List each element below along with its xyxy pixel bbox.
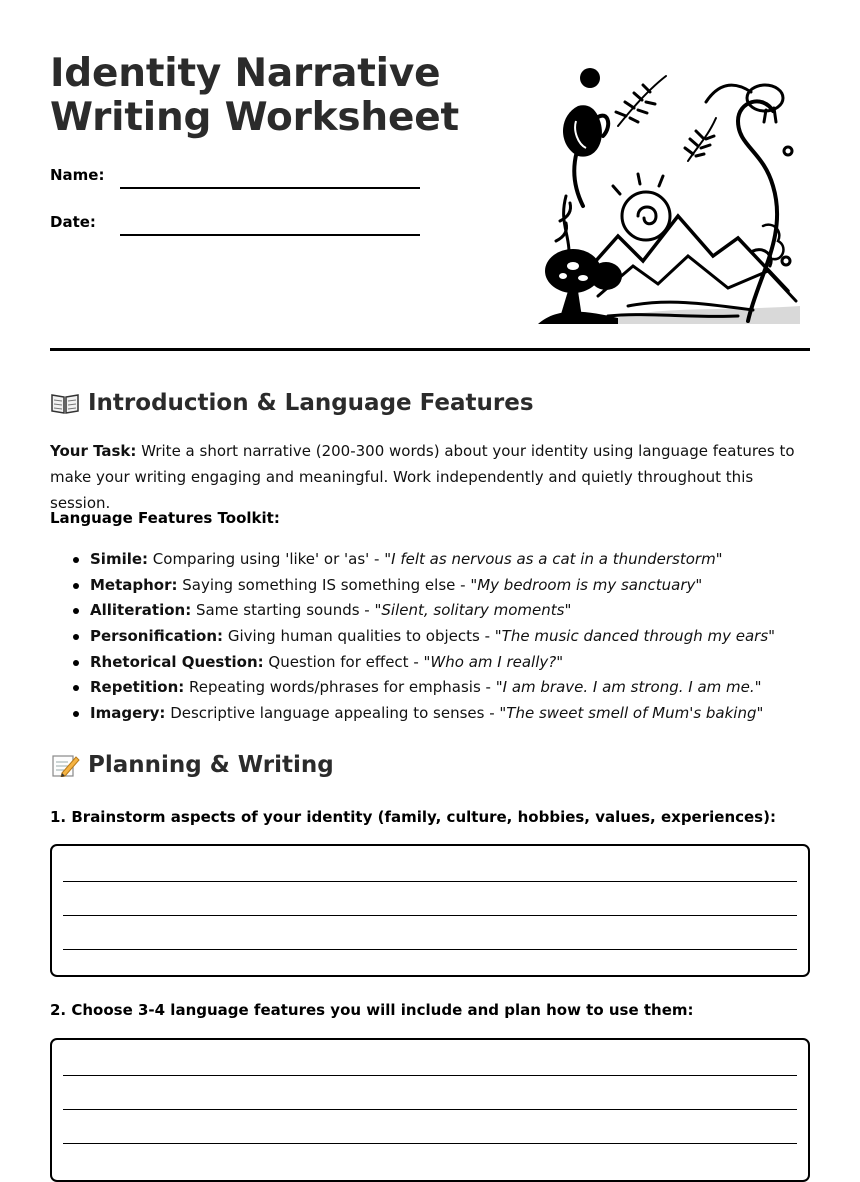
task-text: Write a short narrative (200-300 words) about your identity using language features to make your writing engaging and meaningful. Work independently and quietly throughout this session. [50,442,795,512]
list-item [50,573,830,599]
header-divider [50,348,810,351]
feature-desc: Giving human qualities to objects - [223,627,495,646]
worksheet-title [50,52,470,140]
language-features-list [50,547,830,727]
title-line-2: Writing Worksheet [50,95,459,140]
feature-desc: Repeating words/phrases for emphasis - [184,678,496,697]
intro-heading-text: Introduction & Language Features [88,390,534,416]
memo-pencil-icon [50,753,80,777]
writing-line [63,915,797,916]
title-line-1: Identity Narrative [50,51,441,96]
intro-heading [50,390,534,416]
writing-line [63,1109,797,1110]
toolkit-title: Language Features Toolkit: [50,509,280,527]
feature-desc: Same starting sounds - [191,601,375,620]
feature-desc: Comparing using 'like' or 'as' - [148,550,385,568]
list-item [50,701,830,727]
task-label: Your Task: [50,442,137,460]
feature-example: "My bedroom is my sanctuary" [470,575,703,594]
feature-example: "Silent, solitary moments" [374,601,572,620]
writing-line [63,881,797,882]
feature-name: Alliteration: [90,601,192,620]
writing-line [63,949,797,950]
writing-line [63,1143,797,1144]
list-item [50,650,830,676]
date-label: Date: [50,213,96,231]
name-label: Name: [50,166,105,184]
date-field[interactable] [120,234,420,236]
list-item [50,675,830,701]
list-item [50,624,830,650]
task-paragraph [50,438,810,516]
feature-name: Metaphor: [90,575,178,594]
writing-line [63,1075,797,1076]
features-plan-answer-box[interactable] [50,1038,810,1182]
feature-desc: Question for effect - [263,652,424,671]
open-book-icon [50,391,80,415]
features-plan-question: 2. Choose 3-4 language features you will include and plan how to use them: [50,1001,694,1019]
list-item [50,547,830,573]
brainstorm-answer-box[interactable] [50,844,810,977]
brainstorm-question: 1. Brainstorm aspects of your identity (family, culture, hobbies, values, experiences): [50,808,776,826]
feature-example: "I felt as nervous as a cat in a thunderstorm" [384,550,723,568]
feature-example: "The sweet smell of Mum's baking" [499,704,764,723]
feature-desc: Descriptive language appealing to senses - [165,704,500,723]
feature-name: Repetition: [90,678,185,697]
feature-example: "The music danced through my ears" [494,627,776,646]
feature-name: Simile: [90,550,149,568]
feature-example: "I am brave. I am strong. I am me." [495,678,762,697]
nature-illustration [538,66,800,324]
feature-desc: Saying something IS something else - [177,575,471,594]
feature-name: Personification: [90,627,224,646]
planning-heading-text: Planning & Writing [88,752,334,778]
feature-name: Imagery: [90,704,166,723]
feature-name: Rhetorical Question: [90,652,264,671]
list-item [50,598,830,624]
name-field[interactable] [120,187,420,189]
feature-example: "Who am I really?" [423,652,564,671]
planning-heading [50,752,334,778]
